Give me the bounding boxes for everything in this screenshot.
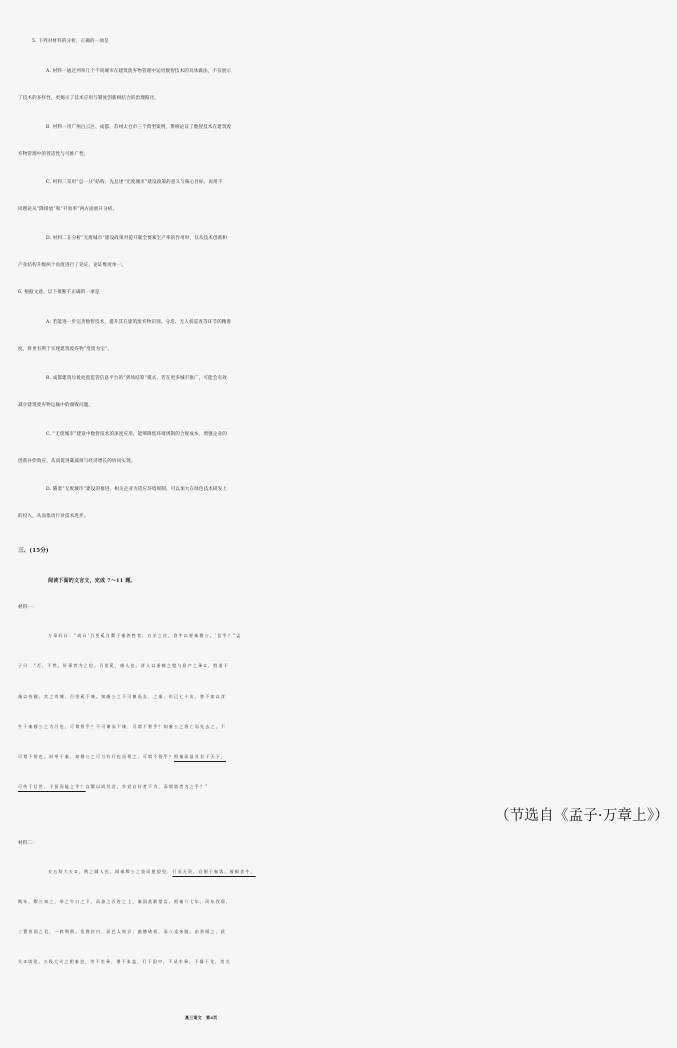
material-two-label: 材料二：	[18, 841, 37, 846]
section-three-heading: 三、(15分)	[18, 548, 49, 554]
material-one-underlined-sentence-part1: 相秦而显其君于天下，	[174, 754, 226, 759]
q6-option-b-line1: B. 成都建筑垃圾处置监管信息平台的“到场结算”模式，若在更多城市推广，可能会有效	[46, 376, 227, 381]
q5-option-b-line2: 弃物管理中的普适性与可推广性。	[18, 152, 89, 157]
material-two-line4: 关③请见。五羖大夫之相秦也，劳不坐乘，暑不张盖，行于国中，不从车乘，不操干戈，功名	[18, 959, 231, 964]
material-one-line1: 万章问曰：“或曰‘百里奚自鬻于秦养牲者，五羊之皮，食牛以要秦穆公。’信乎？”孟	[48, 633, 242, 638]
page-footer: 高三语文 第4页	[185, 1015, 218, 1020]
q5-option-a-line2: 了技术的多样性，更揭示了技术应用与制度创新相结合的治理路径。	[18, 96, 159, 101]
q6-option-b-line2: 减少建筑废弃物运输中的腐败问题。	[18, 403, 94, 408]
material-two-underlined-sentence: 行而无资，自粥于秦客，被褐食牛。	[172, 869, 256, 874]
material-two-line1	[48, 862, 669, 882]
material-two-line1-text: 夫五羖大夫②，荆之鄙人也。闻秦缪公之贤而愿望见，	[48, 869, 173, 874]
q6-stem: 6. 根据文意，以下推断不正确的一项是	[18, 290, 100, 295]
material-two-line2: 期年，缪公知之，举之牛口之下，而加之百姓之上，秦国莫敢望焉。相秦六七年，而东伐郑，	[18, 899, 232, 904]
material-one-line4: 牛干秦穆公之为污也，可谓智乎？不可谏而不谏，可谓不智乎？知虞公之将亡而先去之，不	[18, 724, 226, 729]
material-one-line5-text: 可谓不智也。时举于秦，知穆公之可与有行也而相之，可谓不智乎？	[18, 754, 174, 759]
material-one-line6-text: 自鬻以成其君，乡党自好者不为，而谓贤者为之乎？”	[85, 784, 209, 789]
q6-option-a-line2: 度，将更有利于实现建筑废弃物“变废为宝”。	[18, 347, 113, 352]
material-two-line3: 三置晋国之君，一救荆祸。发教封内，而巴人致贡；施德诸侯，而八戎来服。由余闻之，款	[18, 929, 226, 934]
q5-option-a-line1: A. 材料一通过列举几个不同城市在建筑废弃物管理中运用数智技术的具体做法，不仅展示	[46, 69, 232, 74]
q6-option-a-line1: A. 若能进一步完善数智技术，提升其在建筑废弃物识别、分选、无人机巡查等环节的精准	[46, 320, 232, 325]
q5-stem: 5. 下列对材料的分析，正确的一项是	[32, 39, 109, 44]
material-one-label: 材料一：	[18, 605, 37, 610]
q5-option-d-line2: 产业结构升级两个角度进行了论证，论证维度单一。	[18, 263, 127, 268]
material-one-line5	[18, 747, 669, 767]
q6-option-d-line2: 的投入，从而推动行业技术进步。	[18, 514, 89, 519]
q6-option-c-line1: C. “无废城市”建设中数智技术的深度应用，能够降低环境规制的合规成本，增强企业的	[46, 432, 227, 437]
q6-option-d-line1: D. 随着“无废城市”建设的推进，相关企业为适应环境规制，可以加大在绿色技术研发上	[46, 487, 228, 492]
section-three-instruction: 阅读下面的文言文，完成 7～11 题。	[48, 578, 136, 584]
material-one-line3: 虞以伐虢。宫之奇谏，百里奚不谏。知虞公之不可谏而去，之秦，年已七十矣，曾不知以食	[18, 694, 226, 699]
q5-option-c-line1: C. 材料二采用“总一分”结构，先总述“无废城市”建设政策的意义与核心目标，再用不	[46, 180, 223, 185]
material-one-line2: 子曰：“否，不然。好事者为之也。百里奚，虞人也。晋人以垂棘之璧与屈产之乘①，假道于	[18, 663, 229, 668]
material-one-underlined-sentence-part2: 可传于后世，不贤而能之乎？	[18, 784, 86, 789]
material-one-source: （节选自《孟子·万章上》）	[495, 808, 669, 824]
q5-option-c-line2: 同理论从“降排放”和“升效率”两方面展开分析。	[18, 207, 118, 212]
q5-option-b-line1: B. 材料一用广州白云区、成都、苏州太仓市三个典型案例，系统论证了数智技术在建筑废	[46, 125, 232, 130]
q5-option-d-line1: D. 材料二在分析“无废城市”建设政策对提升碳全要素生产率的作用时，仅从技术创新和	[46, 236, 228, 241]
material-one-line6	[18, 777, 669, 797]
q6-option-c-line2: 创新补偿效应，从而促进碳减排与经济增长的协同实现。	[18, 459, 136, 464]
